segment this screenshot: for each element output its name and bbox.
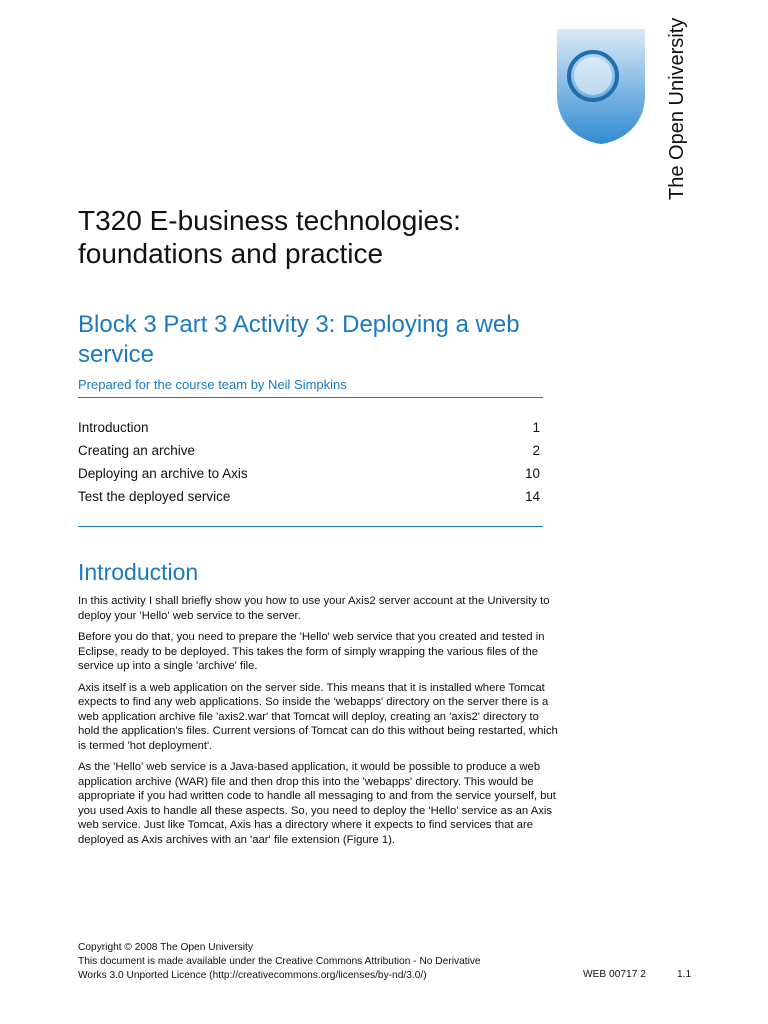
footer-line: This document is made available under the Creative Commons Attribution - No Derivative	[78, 956, 481, 967]
toc-entry-creating-archive[interactable]	[78, 439, 540, 462]
toc-entry-page: 1	[532, 420, 540, 435]
paragraph: In this activity I shall briefly show you how to use your Axis2 server account at the University to deploy your 'Hello' web service to the server.	[78, 595, 550, 622]
toc-entry-test-service[interactable]	[78, 485, 540, 508]
footer-document-code: WEB 00717 2	[583, 969, 646, 980]
toc-top-divider	[78, 397, 543, 398]
table-of-contents	[78, 416, 540, 508]
ou-shield-icon	[555, 27, 647, 145]
toc-entry-page: 14	[524, 489, 540, 504]
toc-entry-deploying-archive[interactable]	[78, 462, 540, 485]
footer-line: Works 3.0 Unported Licence (http://creativecommons.org/licenses/by-nd/3.0/)	[78, 970, 427, 981]
footer-copyright	[78, 941, 548, 983]
section-heading: Introduction	[78, 559, 199, 585]
toc-entry-label: Test the deployed service	[78, 489, 231, 504]
toc-entry-page: 2	[532, 443, 540, 458]
prepared-by: Prepared for the course team by Neil Simpkins	[78, 377, 347, 392]
toc-entry-label: Introduction	[78, 420, 149, 435]
paragraph: As the 'Hello' web service is a Java-based application, it would be possible to produce a web application archive (WAR) file and then drop this into the 'webapps' directory. This would be appropriate if you had written code to handle all messaging to and from the service yourself, but you used Axis to handle all these aspects. So, you need to deploy the 'Hello' service as an Axis web service. Just like Tomcat, Axis has a directory where it expects to find services that are deployed as Axis archives with an 'aar' file extension (Figure 1).	[78, 761, 556, 846]
ou-wordmark: The Open University	[666, 17, 688, 200]
toc-entry-page: 10	[524, 466, 540, 481]
activity-title: Block 3 Part 3 Activity 3: Deploying a web service	[78, 311, 520, 368]
toc-bottom-divider	[78, 526, 543, 527]
course-title: T320 E-business technologies: foundations and practice	[78, 205, 461, 269]
footer-line: Copyright © 2008 The Open University	[78, 942, 253, 953]
footer-page-number: 1.1	[677, 969, 692, 980]
body-text	[78, 594, 563, 854]
paragraph: Before you do that, you need to prepare the 'Hello' web service that you created and tested in Eclipse, ready to be deployed. This takes the form of simply wrapping the various files of the service up into a single 'archive' file.	[78, 631, 545, 672]
toc-entry-introduction[interactable]	[78, 416, 540, 439]
toc-entry-label: Deploying an archive to Axis	[78, 466, 248, 481]
toc-entry-label: Creating an archive	[78, 443, 196, 458]
paragraph: Axis itself is a web application on the server side. This means that it is installed where Tomcat expects to find any web applications. So inside the 'webapps' directory on the server there is a web application archive file 'axis2.war' that Tomcat will deploy, creating an 'axis2' directory to hold the application's files. Current versions of Tomcat can do this without being restarted, which is termed 'hot deployment'.	[78, 681, 558, 752]
